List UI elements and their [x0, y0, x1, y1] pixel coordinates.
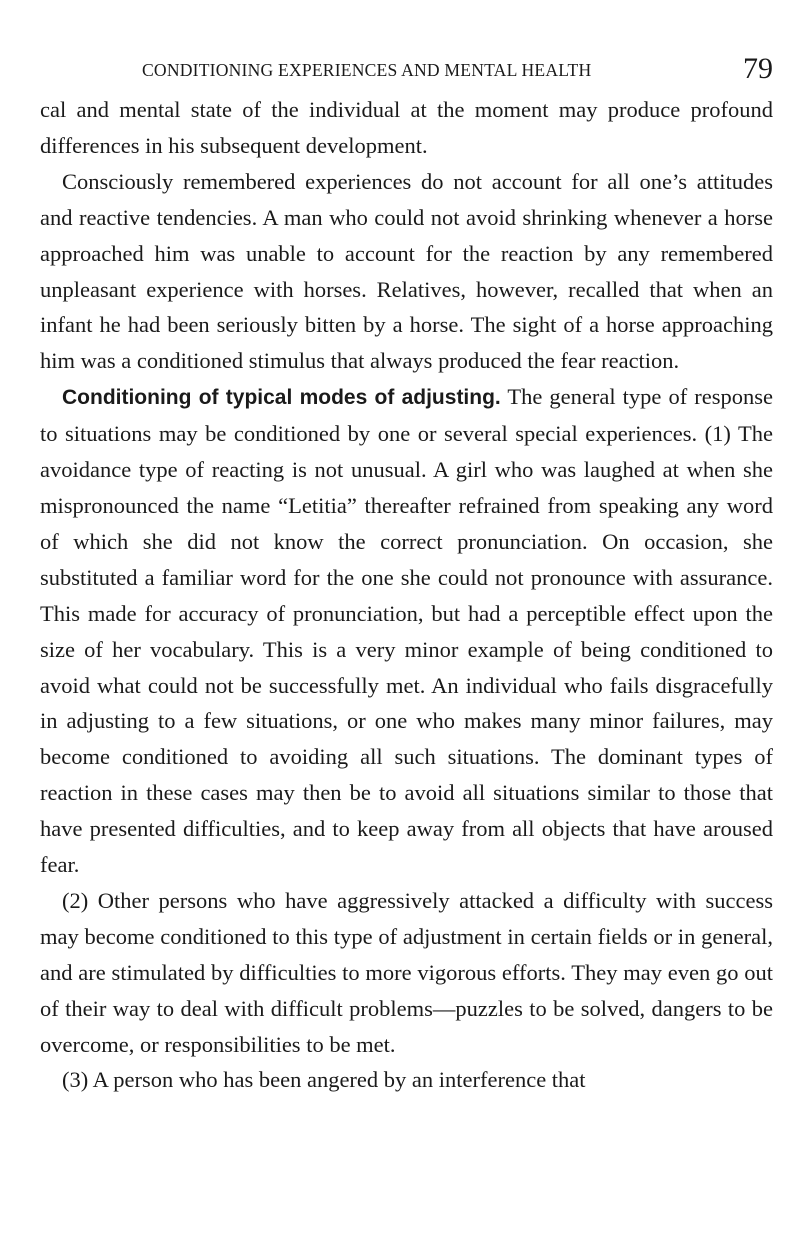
paragraph-text: Consciously remembered experiences do not account for all one’s attitudes and reactive tendencies. A man who could not avoid shrinking whenever a horse approached him was unable to account for the reaction by any remembered unpleasant experience with horses. Relatives, however, recalled that when an infant he had been seriously bitten by a horse. The sight of a horse approaching him was a conditioned stimulus that always produced the fear reaction.	[40, 168, 773, 374]
paragraph-text: The general type of response to situations may be conditioned by one or several special experiences. (1) The avoidance type of reacting is not unusual. A girl who was laughed at when she mispronounced the name “Letitia” thereafter refrained from speaking any word of which she did not know the correct pronunciation. On occasion, she substituted a familiar word for the one she could not pronounce with assurance. This made for accuracy of pronunciation, but had a perceptible effect upon the size of her vocabulary. This is a very minor example of being conditioned to avoid what could not be successfully met. An individual who fails disgracefully in adjusting to a few situations, or one who makes many minor failures, may become conditioned to avoiding all such situations. The dominant types of reaction in these cases may then be to avoid all situations similar to those that have presented difficulties, and to keep away from all objects that have aroused fear.	[40, 384, 773, 878]
paragraph	[40, 92, 773, 164]
paragraph	[40, 164, 773, 379]
paragraph-text: (2) Other persons who have aggressively attacked a difficulty with success may become conditioned to this type of adjustment in certain fields or in general, and are stimulated by difficulties to more vigorous efforts. They may even go out of their way to deal with difficult problems—puzzles to be solved, dangers to be overcome, or responsibilities to be met.	[40, 887, 773, 1057]
paragraph	[40, 1062, 773, 1098]
book-page	[40, 0, 773, 1098]
body-text	[40, 92, 773, 1098]
page-number: 79	[743, 52, 773, 85]
paragraph-text: cal and mental state of the individual at the moment may produce profound differences in his subsequent development.	[40, 97, 773, 158]
page-header	[40, 0, 773, 92]
section-heading: Conditioning of typical modes of adjusting.	[62, 386, 501, 410]
paragraph	[40, 379, 773, 883]
paragraph-text: (3) A person who has been angered by an interference that	[62, 1067, 586, 1093]
paragraph	[40, 883, 773, 1063]
running-head: CONDITIONING EXPERIENCES AND MENTAL HEALTH	[142, 60, 592, 80]
